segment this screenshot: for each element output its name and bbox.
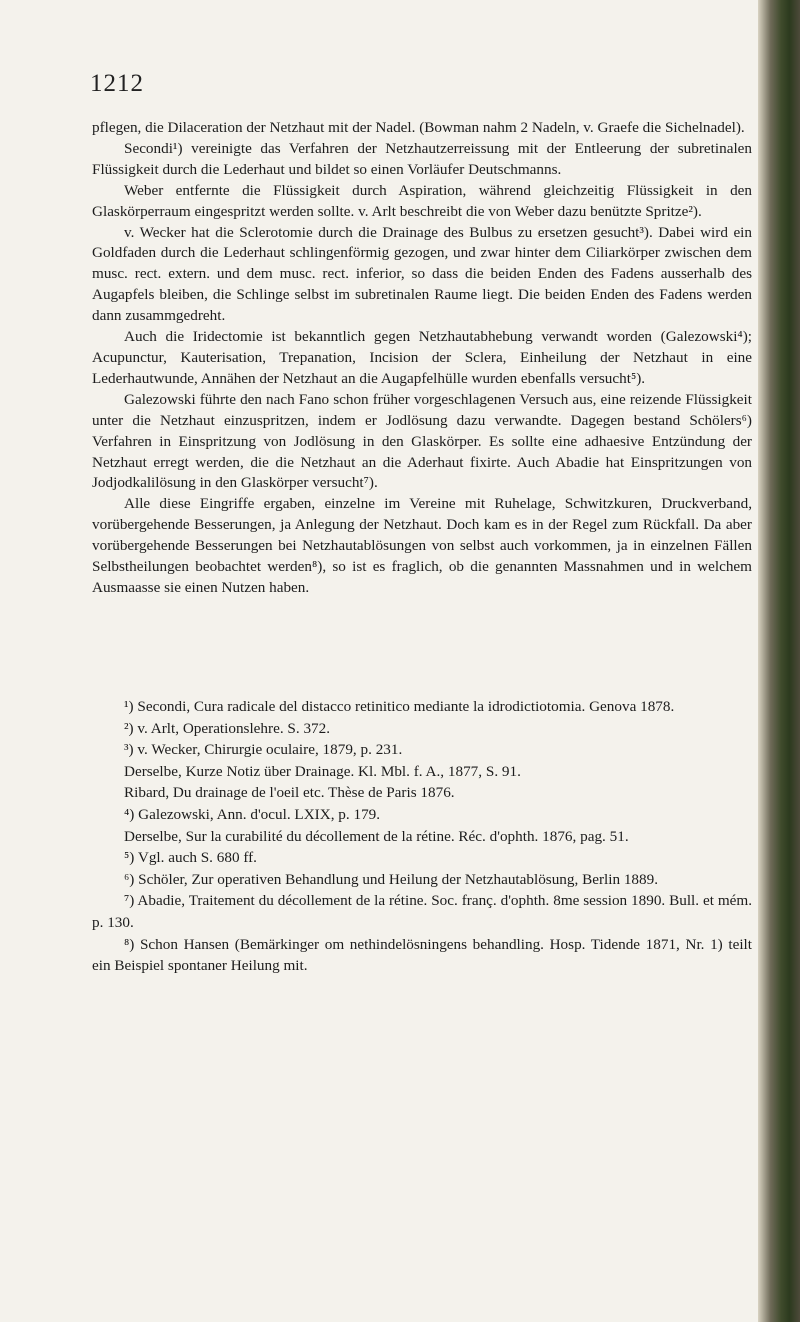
book-binding-edge [758,0,800,1322]
footnote: ⁴) Galezowski, Ann. d'ocul. LXIX, p. 179. [124,805,381,823]
footnote: ⁸) Schon Hansen (Bemärkinger om nethindelösningens behandling. Hosp. Tidende 1871, Nr. 1) teilt ein Beispiel spontaner Heilung mit. [92,935,752,975]
paragraph: Secondi¹) vereinigte das Verfahren der Netzhautzerreissung mit der Entleerung der subretinalen Flüssigkeit durch die Lederhaut und bildet so einen Vorläufer Deutschmanns. [92,139,752,178]
body-text [92,118,752,599]
footnote: ²) v. Arlt, Operationslehre. S. 372. [124,719,331,737]
footnotes [92,696,752,977]
paragraph: Alle diese Eingriffe ergaben, einzelne im Vereine mit Ruhelage, Schwitzkuren, Druckverband, vorübergehende Besserungen, ja Anlegung der Netzhaut. Doch kam es in der Regel zum Rückfall. Da aber vorübergehende Besserungen bei Netzhautablösungen von selbst auch vorkommen, ja in einzelnen Fällen Selbstheilungen beobachtet werden⁸), so ist es fraglich, ob die genannten Massnahmen und in welchem Ausmaasse sie einen Nutzen haben. [92,495,752,596]
footnote: ⁷) Abadie, Traitement du décollement de la rétine. Soc. franç. d'ophth. 8me session 1890. Bull. et mém. p. 130. [92,892,752,931]
footnote: ⁶) Schöler, Zur operativen Behandlung und Heilung der Netzhautablösung, Berlin 1889. [124,870,659,888]
paragraph: Auch die Iridectomie ist bekanntlich gegen Netzhautabhebung verwandt worden (Galezowski⁴); Acupunctur, Kauterisation, Trepanation, Incision der Sclera, Einheilung der Netzhaut in eine Lederhautwunde, Annähen der Netzhaut an die Augapfelhülle wurden ebenfalls versucht⁵). [92,328,752,387]
page-number: 1212 [90,70,144,97]
paragraph: Galezowski führte den nach Fano schon früher vorgeschlagenen Versuch aus, eine reizende Flüssigkeit unter die Netzhaut einzuspritzen, indem er Jodlösung dazu verwandte. Dagegen bestand Schölers⁶) Verfahren in Einspritzung von Jodlösung in den Glaskörper. Es sollte eine adhaesive Entzündung der Netzhaut erregt werden, die die Netzhaut an die Aderhaut fixirte. Auch Abadie hat Einspritzungen von Jodjodkalilösung in den Glaskörper versucht⁷). [92,390,752,492]
footnote: ³) v. Wecker, Chirurgie oculaire, 1879, p. 231. [124,741,403,759]
footnote: Derselbe, Kurze Notiz über Drainage. Kl. Mbl. f. A., 1877, S. 91. [124,762,521,780]
footnote: ⁵) Vgl. auch S. 680 ff. [124,849,257,867]
footnote: Derselbe, Sur la curabilité du décollement de la rétine. Réc. d'ophth. 1876, pag. 51. [124,827,629,845]
paragraph: pflegen, die Dilaceration der Netzhaut mit der Nadel. (Bowman nahm 2 Nadeln, v. Graefe die Sichelnadel). [92,119,745,136]
footnote: ¹) Secondi, Cura radicale del distacco retinitico mediante la idrodictiotomia. Genova 1878. [124,698,675,715]
paragraph: Weber entfernte die Flüssigkeit durch Aspiration, während gleichzeitig Flüssigkeit in den Glaskörperraum eingespritzt werden sollte. v. Arlt beschreibt die von Weber dazu benützte Spritze²). [92,181,752,220]
paragraph: v. Wecker hat die Sclerotomie durch die Drainage des Bulbus zu ersetzen gesucht³). Dabei wird ein Goldfaden durch die Lederhaut schlingenförmig gezogen, und zwar hinter dem Ciliarkörper zwischen dem musc. rect. extern. und dem musc. rect. inferior, so dass die beiden Enden des Fadens ausserhalb des Augapfels bleiben, die Schlinge selbst im subretinalen Raume liegt. Die beiden Enden des Fadens werden dann zusammgedreht. [92,223,752,325]
footnote: Ribard, Du drainage de l'oeil etc. Thèse de Paris 1876. [124,784,455,802]
